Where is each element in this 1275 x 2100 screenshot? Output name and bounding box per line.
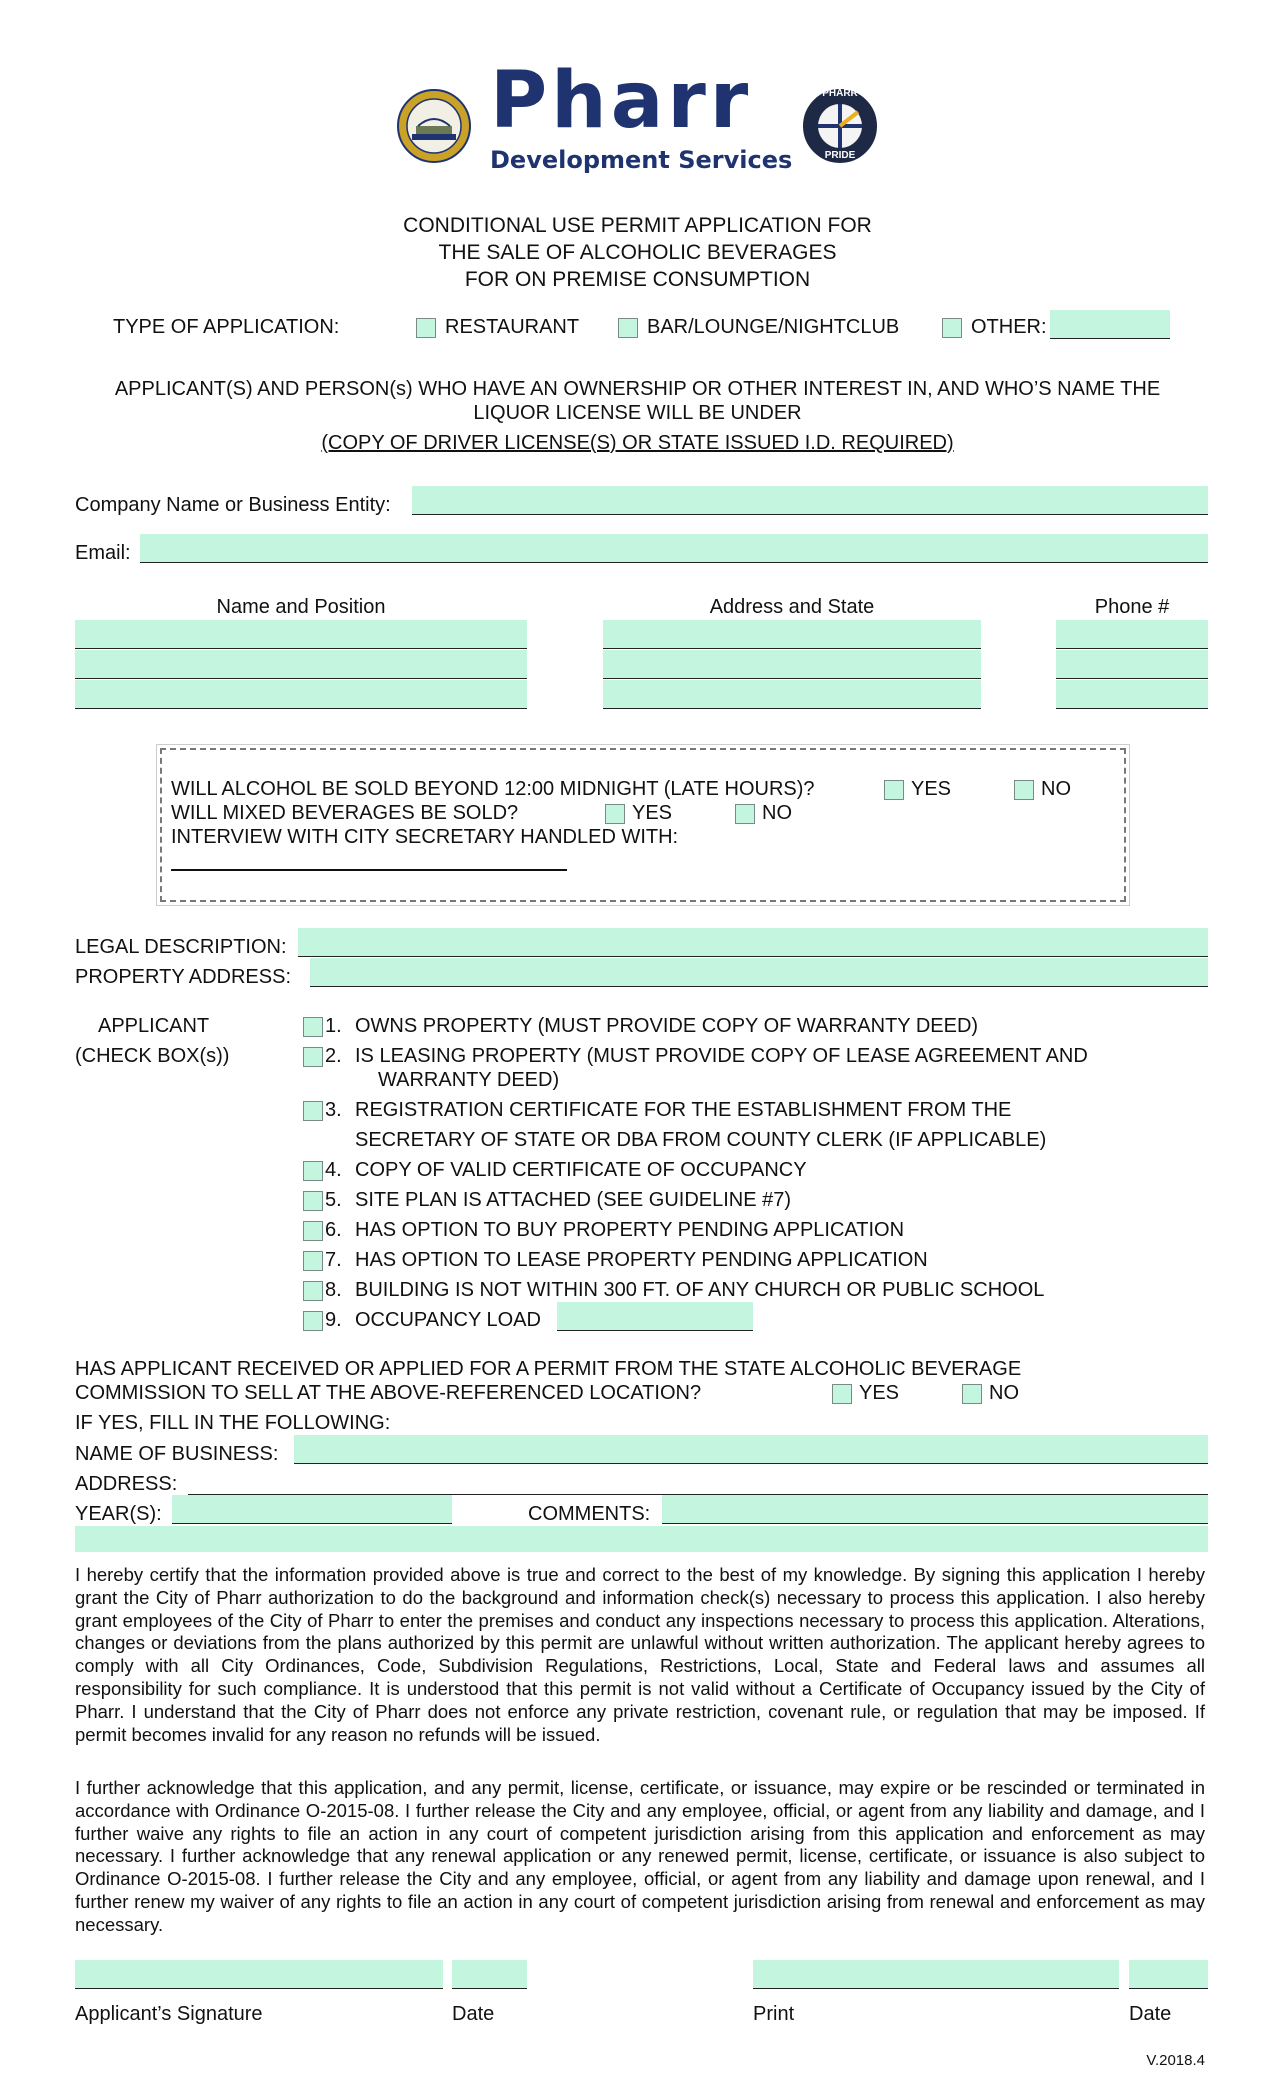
distance-requirement-checkbox[interactable] [303, 1281, 323, 1301]
legal-description-input[interactable] [298, 928, 1208, 957]
print-name-input[interactable] [753, 1960, 1119, 1989]
late-hours-question: WILL ALCOHOL BE SOLD BEYOND 12:00 MIDNIGHT (LATE HOURS)? [171, 778, 815, 800]
check-item-number: 4. [325, 1159, 342, 1181]
late-hours-yes-checkbox[interactable] [884, 780, 904, 800]
person-name-input[interactable] [75, 620, 527, 649]
signature-date-input[interactable] [452, 1960, 527, 1989]
mixed-beverages-no-checkbox[interactable] [735, 804, 755, 824]
signature-date-label: Date [452, 2003, 495, 2025]
check-item-number: 9. [325, 1309, 342, 1331]
late-hours-no-label: NO [1041, 778, 1071, 800]
site-plan-checkbox[interactable] [303, 1191, 323, 1211]
certificate-of-occupancy-checkbox[interactable] [303, 1161, 323, 1181]
owns-property-checkbox[interactable] [303, 1017, 323, 1037]
applicants-heading-line-2: LIQUOR LICENSE WILL BE UNDER [473, 402, 802, 424]
check-item-text: HAS OPTION TO LEASE PROPERTY PENDING APPLICATION [355, 1249, 928, 1271]
acknowledgement-paragraph: I further acknowledge that this application, and any permit, license, certificate, or issuance, may expire or be rescinded or terminated in accordance with Ordinance O-2015-08. I further release the City and any employee, official, or agent from any liability and damage, and I further waive any rights to file an action in any court of competent jurisdiction arising from this application and enforcement as may necessary. I further acknowledge that any renewal application or any renewed permit, license, certificate, or issuance is also subject to Ordinance O-2015-08. I further release the City and any employee, official, or agent from any liability and damage upon renewal, and I further renew my waiver of any rights to file an action in any court of competent jurisdiction arising from renewal and enforcement as may necessary. [75, 1777, 1205, 1935]
years-label: YEAR(S): [75, 1503, 162, 1525]
state-permit-yes-label: YES [859, 1382, 900, 1404]
print-date-input[interactable] [1129, 1960, 1208, 1989]
email-input[interactable] [140, 534, 1208, 563]
bar-lounge-nightclub-checkbox[interactable] [618, 318, 638, 338]
years-input[interactable] [172, 1495, 452, 1524]
check-item-number: 8. [325, 1279, 342, 1301]
check-item-number: 3. [325, 1099, 342, 1121]
check-item-text: SITE PLAN IS ATTACHED (SEE GUIDELINE #7) [355, 1189, 792, 1211]
check-item-text-continued: SECRETARY OF STATE OR DBA FROM COUNTY CLERK (IF APPLICABLE) [355, 1129, 1047, 1151]
person-phone-input[interactable] [1056, 650, 1208, 679]
title-line-2: THE SALE OF ALCOHOLIC BEVERAGES [438, 241, 837, 264]
email-label: Email: [75, 542, 131, 564]
state-permit-no-checkbox[interactable] [962, 1384, 982, 1404]
person-phone-input[interactable] [1056, 620, 1208, 649]
check-item-text: REGISTRATION CERTIFICATE FOR THE ESTABLISHMENT FROM THE [355, 1099, 1012, 1121]
other-type-input[interactable] [1050, 310, 1170, 339]
mixed-beverages-question: WILL MIXED BEVERAGES BE SOLD? [171, 802, 519, 824]
check-item-number: 6. [325, 1219, 342, 1241]
company-name-input[interactable] [412, 486, 1208, 515]
check-item-text: IS LEASING PROPERTY (MUST PROVIDE COPY OF LEASE AGREEMENT AND [355, 1045, 1088, 1067]
print-name-label: Print [753, 2003, 795, 2025]
brand-name: Pharr [490, 56, 753, 146]
check-item-number: 2. [325, 1045, 342, 1067]
check-item-text: HAS OPTION TO BUY PROPERTY PENDING APPLICATION [355, 1219, 905, 1241]
property-address-input[interactable] [310, 958, 1208, 987]
restaurant-checkbox[interactable] [416, 318, 436, 338]
certification-paragraph: I hereby certify that the information provided above is true and correct to the best of my knowledge. By signing this application I hereby grant the City of Pharr authorization to do the background and information check(s) necessary to process this application. I also hereby grant employees of the City of Pharr to enter the premises and conduct any inspections necessary to process this application. Alterations, changes or deviations from the plans authorized by this permit are unlawful without written authorization. The applicant hereby agrees to comply with all City Ordinances, Code, Subdivision Regulations, Restrictions, Local, State and Federal laws and assumes all responsibility for such compliance. It is understood that this permit is not valid without a Certificate of Occupancy issued by the City of Pharr. I understand that the City of Pharr does not enforce any private restriction, covenant rule, or regulation that may be imposed. If permit becomes invalid for any reason no refunds will be issued. [75, 1564, 1205, 1745]
city-secretary-input[interactable] [171, 869, 567, 871]
company-name-label: Company Name or Business Entity: [75, 494, 391, 516]
print-date-label: Date [1129, 2003, 1172, 2025]
occupancy-load-input[interactable] [557, 1302, 753, 1331]
occupancy-load-checkbox[interactable] [303, 1311, 323, 1331]
title-line-3: FOR ON PREMISE CONSUMPTION [464, 268, 811, 291]
business-address-label: ADDRESS: [75, 1473, 178, 1495]
comments-input[interactable] [662, 1495, 1208, 1524]
brand-subtitle: Development Services [490, 146, 793, 174]
person-phone-input[interactable] [1056, 680, 1208, 709]
person-address-input[interactable] [603, 650, 981, 679]
state-permit-yes-checkbox[interactable] [832, 1384, 852, 1404]
city-seal-icon [396, 88, 472, 164]
applicant-label: APPLICANT [98, 1015, 210, 1037]
business-name-input[interactable] [294, 1435, 1208, 1464]
column-header-address-state: Address and State [709, 596, 875, 618]
applicant-signature-input[interactable] [75, 1960, 443, 1989]
late-hours-box [160, 748, 1126, 902]
applicants-heading-line-1: APPLICANT(S) AND PERSON(s) WHO HAVE AN OWNERSHIP OR OTHER INTEREST IN, AND WHO’S NAME THE [114, 378, 1161, 400]
property-address-label: PROPERTY ADDRESS: [75, 966, 291, 988]
applicant-signature-label: Applicant’s Signature [75, 2003, 263, 2025]
title-line-1: CONDITIONAL USE PERMIT APPLICATION FOR [403, 214, 872, 237]
person-name-input[interactable] [75, 650, 527, 679]
check-item-number: 5. [325, 1189, 342, 1211]
check-item-text-continued: WARRANTY DEED) [378, 1069, 560, 1091]
late-hours-yes-label: YES [911, 778, 952, 800]
person-address-input[interactable] [603, 680, 981, 709]
mixed-beverages-yes-checkbox[interactable] [605, 804, 625, 824]
column-header-phone: Phone # [1094, 596, 1170, 618]
option-to-lease-checkbox[interactable] [303, 1251, 323, 1271]
check-item-text: COPY OF VALID CERTIFICATE OF OCCUPANCY [355, 1159, 807, 1181]
person-name-input[interactable] [75, 680, 527, 709]
mixed-beverages-yes-label: YES [632, 802, 673, 824]
state-permit-question-line-2: COMMISSION TO SELL AT THE ABOVE-REFERENCED LOCATION? [75, 1382, 702, 1404]
comments-label: COMMENTS: [528, 1503, 651, 1525]
state-permit-no-label: NO [989, 1382, 1019, 1404]
other-option-label: OTHER: [971, 316, 1047, 338]
legal-description-label: LEGAL DESCRIPTION: [75, 936, 287, 958]
check-item-text: OCCUPANCY LOAD [355, 1309, 541, 1331]
state-permit-question-line-1: HAS APPLICANT RECEIVED OR APPLIED FOR A PERMIT FROM THE STATE ALCOHOLIC BEVERAGE [75, 1358, 1022, 1380]
person-address-input[interactable] [603, 620, 981, 649]
leasing-property-checkbox[interactable] [303, 1047, 323, 1067]
check-item-text: OWNS PROPERTY (MUST PROVIDE COPY OF WARRANTY DEED) [355, 1015, 979, 1037]
option-to-buy-checkbox[interactable] [303, 1221, 323, 1241]
late-hours-no-checkbox[interactable] [1014, 780, 1034, 800]
restaurant-option-label: RESTAURANT [445, 316, 580, 338]
city-secretary-question: INTERVIEW WITH CITY SECRETARY HANDLED WITH: [171, 826, 679, 848]
badge-bottom-text: PRIDE [824, 150, 856, 161]
other-checkbox[interactable] [942, 318, 962, 338]
column-header-name-position: Name and Position [216, 596, 386, 618]
check-item-text: BUILDING IS NOT WITHIN 300 FT. OF ANY CHURCH OR PUBLIC SCHOOL [355, 1279, 1045, 1301]
check-boxes-label: (CHECK BOX(s)) [75, 1045, 230, 1067]
check-item-number: 1. [325, 1015, 342, 1037]
comments-continuation-input[interactable] [75, 1526, 1208, 1552]
bar-option-label: BAR/LOUNGE/NIGHTCLUB [647, 316, 900, 338]
application-type-label: TYPE OF APPLICATION: [113, 316, 340, 338]
business-name-label: NAME OF BUSINESS: [75, 1443, 279, 1465]
if-yes-instruction: IF YES, FILL IN THE FOLLOWING: [75, 1412, 391, 1434]
check-item-number: 7. [325, 1249, 342, 1271]
version-label: V.2018.4 [1146, 2052, 1205, 2069]
mixed-beverages-no-label: NO [762, 802, 792, 824]
registration-certificate-checkbox[interactable] [303, 1101, 323, 1121]
badge-top-text: PHARR [822, 88, 858, 99]
id-required-note: (COPY OF DRIVER LICENSE(S) OR STATE ISSUED I.D. REQUIRED) [321, 432, 954, 454]
